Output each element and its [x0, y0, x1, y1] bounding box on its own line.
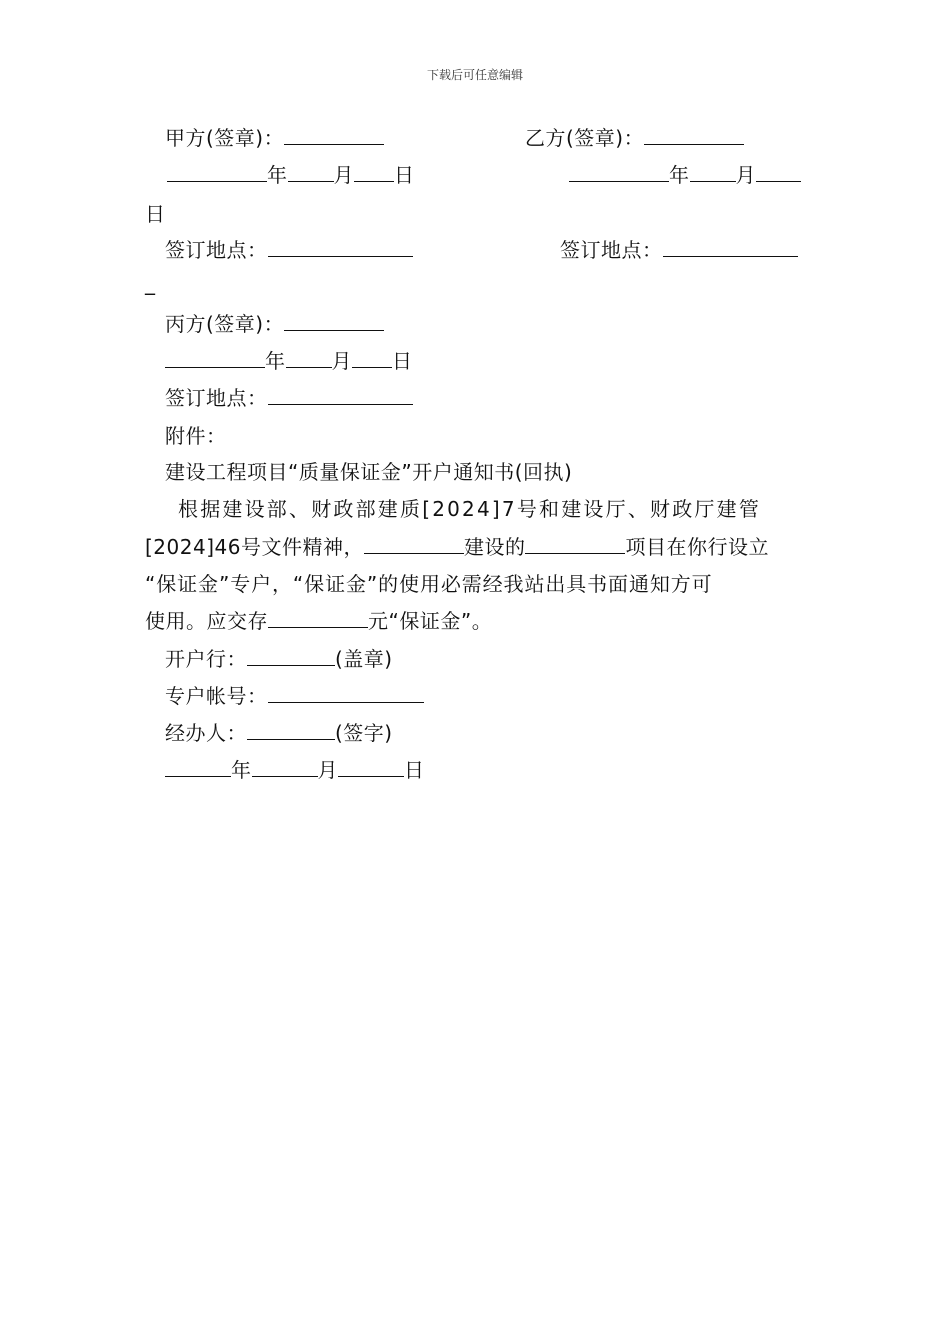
- party-b-day-blank[interactable]: [756, 162, 801, 182]
- party-b-place-blank[interactable]: [663, 237, 798, 257]
- party-c-year-blank[interactable]: [165, 348, 265, 368]
- body-line-2: [145, 531, 769, 560]
- party-a-label: 甲方(签章)：: [165, 126, 285, 150]
- handler-label: 经办人：: [165, 721, 247, 745]
- body-line-4-start: 使用。应交存: [145, 609, 268, 633]
- body-line-3: “保证金”专户，“保证金”的使用必需经我站出具书面通知方可: [145, 572, 713, 596]
- body-line-4: [145, 605, 492, 634]
- receipt-date-line: [165, 754, 425, 783]
- party-a-day-label: 日: [394, 163, 415, 187]
- handler-blank[interactable]: [247, 720, 335, 740]
- receipt-year-label: 年: [231, 758, 252, 782]
- handler-suffix: (签字): [335, 721, 393, 745]
- body-line-2-mid: 建设的: [463, 535, 526, 559]
- receipt-month-label: 月: [317, 758, 338, 782]
- party-a-day-blank[interactable]: [354, 162, 394, 182]
- party-b-year-label: 年: [669, 163, 690, 187]
- party-b-day-wrap: 日: [145, 202, 166, 226]
- party-c-place-line: [165, 382, 413, 411]
- party-c-place-label: 签订地点：: [165, 386, 268, 410]
- party-a-place-label: 签订地点：: [165, 238, 268, 262]
- party-a-signature-blank[interactable]: [284, 125, 384, 145]
- body-line-2-end: 项目在你行设立: [625, 535, 769, 559]
- handler-line: [165, 717, 393, 746]
- project-blank[interactable]: [525, 534, 625, 554]
- attachment-title: 建设工程项目“质量保证金”开户通知书(回执): [165, 460, 573, 484]
- bank-label: 开户行：: [165, 647, 247, 671]
- party-a-place-blank[interactable]: [268, 237, 413, 257]
- account-blank[interactable]: [268, 683, 424, 703]
- party-b-place-label: 签订地点：: [560, 238, 663, 262]
- party-c-month-label: 月: [331, 349, 352, 373]
- party-b-signature-line: [525, 122, 744, 151]
- body-line-2-start: [2024]46号文件精神，: [145, 535, 364, 559]
- party-c-date-line: [165, 345, 413, 374]
- party-c-signature-blank[interactable]: [284, 311, 384, 331]
- receipt-year-blank[interactable]: [165, 757, 231, 777]
- account-line: [165, 680, 424, 709]
- party-b-label: 乙方(签章)：: [525, 126, 645, 150]
- receipt-day-label: 日: [404, 758, 425, 782]
- builder-blank[interactable]: [364, 534, 464, 554]
- body-line-4-end: 元“保证金”。: [368, 609, 493, 633]
- account-label: 专户帐号：: [165, 684, 268, 708]
- party-c-day-label: 日: [392, 349, 413, 373]
- party-b-place-wrap: _: [145, 271, 156, 295]
- bank-suffix: (盖章): [335, 647, 393, 671]
- party-a-year-label: 年: [267, 163, 288, 187]
- amount-blank[interactable]: [268, 608, 368, 628]
- party-b-month-label: 月: [735, 163, 756, 187]
- attachment-label: 附件：: [165, 424, 227, 448]
- receipt-day-blank[interactable]: [338, 757, 404, 777]
- party-a-month-label: 月: [333, 163, 354, 187]
- bank-line: [165, 643, 393, 672]
- party-a-date-line: [167, 159, 415, 188]
- party-c-year-label: 年: [265, 349, 286, 373]
- party-c-signature-line: [165, 308, 384, 337]
- party-a-signature-line: [165, 122, 384, 151]
- party-b-date-line: [569, 159, 801, 188]
- receipt-month-blank[interactable]: [252, 757, 318, 777]
- party-b-year-blank[interactable]: [569, 162, 669, 182]
- party-c-place-blank[interactable]: [268, 385, 413, 405]
- party-b-place-line: [560, 234, 798, 263]
- body-line-1: 根据建设部、财政部建质[2024]7号和建设厅、财政厅建管: [178, 497, 762, 521]
- party-a-place-line: [165, 234, 413, 263]
- bank-blank[interactable]: [247, 646, 335, 666]
- party-a-month-blank[interactable]: [288, 162, 334, 182]
- party-c-month-blank[interactable]: [286, 348, 332, 368]
- party-b-signature-blank[interactable]: [644, 125, 744, 145]
- party-a-year-blank[interactable]: [167, 162, 267, 182]
- party-b-month-blank[interactable]: [690, 162, 736, 182]
- page-header-note: 下载后可任意编辑: [426, 68, 523, 82]
- party-c-day-blank[interactable]: [352, 348, 392, 368]
- party-c-label: 丙方(签章)：: [165, 312, 285, 336]
